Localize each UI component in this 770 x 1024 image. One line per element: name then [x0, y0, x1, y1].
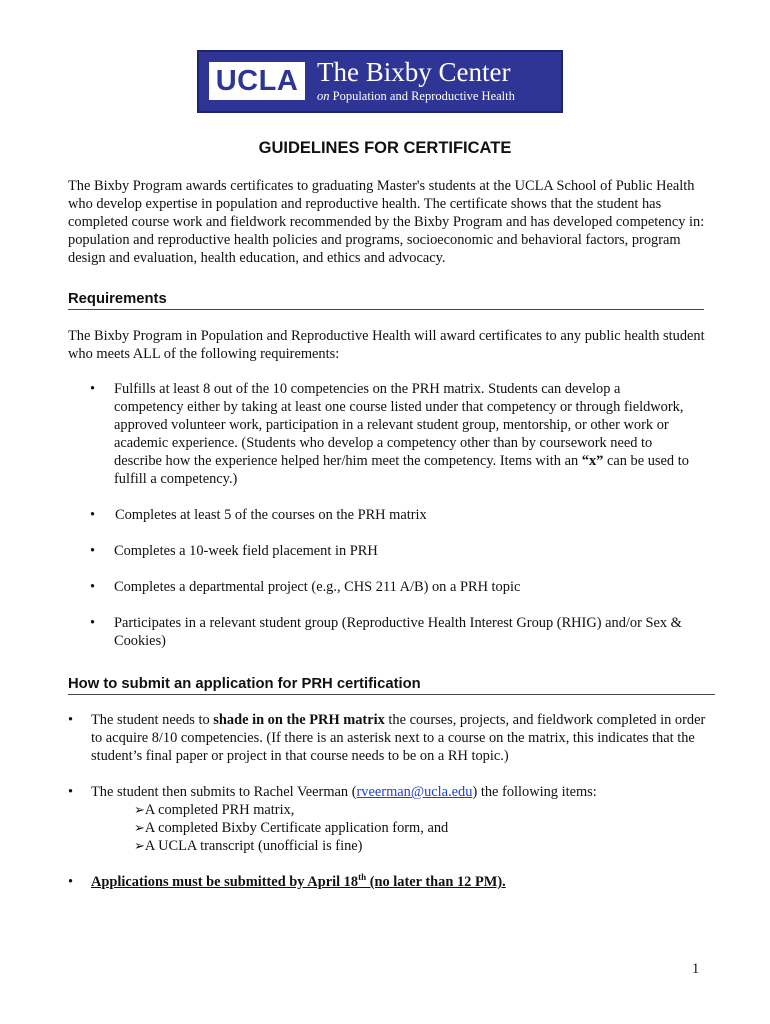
requirement-1-bold: “x” [581, 453, 604, 469]
email-link[interactable]: rveerman@ucla.edu [356, 784, 473, 800]
bullet-dot: • [90, 579, 96, 595]
arrow-bullet-icon: ➢ [134, 821, 145, 836]
bullet-dot: • [68, 874, 74, 890]
submit-step-2 [68, 783, 708, 801]
requirement-text-3: Completes a 10-week field placement in PRH [114, 543, 378, 559]
logo-subtitle [317, 88, 515, 104]
bullet-dot: • [90, 381, 96, 397]
requirement-text-5: Participates in a relevant student group (Reproductive Health Interest Group (RHIG) and/or Sex & Cookies) [114, 615, 682, 649]
logo-title: The Bixby Center [317, 57, 511, 87]
arrow-bullet-icon: ➢ [134, 839, 145, 854]
bullet-dot: • [68, 784, 74, 800]
bullet-dot: • [90, 507, 96, 523]
submit-step-1-text [91, 711, 708, 765]
submit-item-1-text: A completed PRH matrix, [144, 802, 295, 818]
ucla-wordmark: UCLA [209, 62, 305, 100]
bullet-dot: • [68, 712, 74, 728]
shade-matrix-emphasis: shade in on the PRH matrix [213, 712, 385, 728]
deadline-text [91, 873, 708, 891]
deadline-post: (no later than 12 PM). [366, 874, 506, 890]
requirements-intro: The Bixby Program in Population and Reproductive Health will award certificates to any public health student who meets ALL of the following requirements: [68, 328, 705, 362]
deadline-sup: th [358, 872, 367, 883]
page-title: GUIDELINES FOR CERTIFICATE [258, 139, 512, 157]
intro-paragraph: The Bixby Program awards certificates to graduating Master's students at the UCLA School of Public Health who develop expertise in population and reproductive health. The certificate shows that the student has completed course work and fieldwork recommended by the Bixby Program and has developed competency in: population and reproductive health policies and programs, socioeconomic and behavioral factors, program design and evaluation, health education, and ethics and advocacy. [68, 178, 705, 266]
submit-step-1-pre: The student needs to [91, 712, 214, 728]
submit-step-1-post: the courses, projects, and fieldwork completed in order to acquire 8/10 competencies. (If there is an asterisk next to a course on the matrix, this indicates that the student’s final paper or project in that course needs to be on a RH topic.) [91, 712, 706, 764]
submit-step-2-post: ) the following items: [472, 784, 597, 800]
requirement-1-part1: Fulfills at least 8 out of the 10 competencies on the PRH matrix. Students can develop a competency either by taking at least one course listed under that competency or through fieldwork, approved volunteer work, participation in a relevant student group, mentorship, or other work or academic experience. (Students who develop a competency other than by coursework need to describe how the experience helped her/him meet the competency. Items with an [114, 381, 684, 469]
requirement-item-4 [90, 578, 690, 596]
bullet-dot: • [90, 615, 96, 631]
submit-step-2-pre: The student then submits to Rachel Veerman ( [91, 784, 357, 800]
page-number: 1 [692, 961, 700, 977]
submit-step-1 [68, 711, 708, 765]
requirements-heading: Requirements [68, 290, 704, 310]
submit-step-2-text [91, 783, 708, 801]
requirement-item-5 [90, 614, 690, 650]
submit-deadline [68, 873, 708, 891]
logo-sub-rest: Population and Reproductive Health [332, 89, 515, 103]
submit-item-2 [134, 819, 448, 838]
bullet-dot: • [90, 543, 96, 559]
requirement-text-2: Completes at least 5 of the courses on the PRH matrix [115, 507, 427, 523]
requirement-item-1 [90, 380, 690, 488]
submit-item-3-text: A UCLA transcript (unofficial is fine) [144, 838, 363, 854]
deadline-pre: Applications must be submitted by April 18 [91, 874, 359, 890]
submit-item-1 [134, 801, 294, 820]
requirement-item-2 [90, 506, 690, 524]
submit-heading: How to submit an application for PRH certification [68, 675, 715, 695]
arrow-bullet-icon: ➢ [134, 803, 145, 818]
requirement-text-4: Completes a departmental project (e.g., CHS 211 A/B) on a PRH topic [114, 579, 521, 595]
submit-item-3 [134, 837, 362, 856]
requirement-1-part2: can be used to fulfill a competency.) [114, 453, 689, 487]
requirement-text-1 [114, 380, 690, 488]
submit-item-2-text: A completed Bixby Certificate application form, and [144, 820, 449, 836]
bixby-center-logo [197, 50, 563, 113]
logo-sub-on: on [317, 89, 330, 103]
requirement-item-3 [90, 542, 690, 560]
